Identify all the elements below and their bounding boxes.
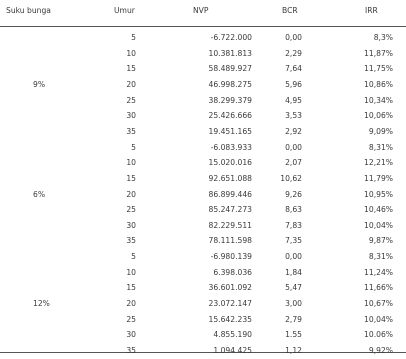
cell-bcr: 8,63	[285, 205, 302, 215]
cell-umur: 10	[126, 48, 136, 58]
cell-irr: 9,92%	[368, 346, 393, 355]
cell-bcr: 4,95	[285, 95, 302, 105]
header-suku-bunga: Suku bunga	[6, 6, 51, 15]
cell-umur: 20	[126, 299, 136, 309]
interest-rate-label: 9%	[33, 79, 46, 89]
cell-nvp: -6.722.000	[210, 33, 252, 42]
cell-irr: 10,67%	[364, 299, 393, 309]
cell-umur: 25	[126, 95, 136, 105]
cell-umur: 35	[126, 346, 136, 355]
cell-nvp: -6.980.139	[210, 252, 252, 262]
cell-bcr: 0,00	[285, 33, 302, 42]
cell-bcr: 3,53	[285, 111, 302, 121]
cell-umur: 10	[126, 267, 136, 277]
cell-bcr: 2,79	[285, 314, 302, 324]
cell-nvp: 1.094.425	[213, 346, 252, 355]
cell-bcr: 1.55	[285, 330, 302, 340]
cell-umur: 5	[131, 33, 136, 42]
cell-bcr: 9,26	[285, 189, 302, 199]
cell-irr: 8,31%	[368, 142, 393, 152]
cell-umur: 10	[126, 158, 136, 168]
cell-bcr: 7,64	[285, 64, 302, 74]
cell-umur: 25	[126, 314, 136, 324]
cell-irr: 9,87%	[368, 236, 393, 246]
cell-bcr: 7,35	[285, 236, 302, 246]
cell-irr: 11,79%	[364, 173, 393, 183]
cell-bcr: 1,12	[285, 346, 302, 355]
cell-irr: 10.06%	[364, 330, 393, 340]
cell-nvp: 25.426.666	[208, 111, 252, 121]
cell-nvp: 10.381.813	[208, 48, 252, 58]
cell-nvp: 38.299.379	[208, 95, 252, 105]
cell-nvp: 78.111.598	[208, 236, 252, 246]
cell-irr: 11,87%	[364, 48, 393, 58]
cell-umur: 15	[126, 64, 136, 74]
cell-irr: 11,24%	[364, 267, 393, 277]
cell-nvp: 15.642.235	[208, 314, 252, 324]
interest-rate-label: 6%	[33, 189, 46, 199]
cell-nvp: 92.651.088	[208, 173, 252, 183]
cell-bcr: 2,92	[285, 126, 302, 136]
cell-umur: 5	[131, 142, 136, 152]
cell-umur: 20	[126, 79, 136, 89]
cell-nvp: 6.398.036	[213, 267, 252, 277]
cell-bcr: 0,00	[285, 142, 302, 152]
cell-umur: 30	[126, 111, 136, 121]
cell-irr: 10,86%	[364, 79, 393, 89]
cell-irr: 10,34%	[364, 95, 393, 105]
cell-bcr: 5,47	[285, 283, 302, 293]
cell-umur: 30	[126, 330, 136, 340]
cell-irr: 8,3%	[373, 33, 393, 42]
cell-nvp: 23.072.147	[208, 299, 252, 309]
header-irr: IRR	[365, 6, 378, 15]
cell-irr: 11,75%	[364, 64, 393, 74]
cell-nvp: 19.451.165	[208, 126, 252, 136]
cell-bcr: 2,29	[285, 48, 302, 58]
cell-irr: 10,04%	[364, 220, 393, 230]
cell-umur: 20	[126, 189, 136, 199]
header-umur: Umur	[114, 6, 135, 15]
cell-irr: 11,66%	[364, 283, 393, 293]
cell-irr: 10,95%	[364, 189, 393, 199]
cell-bcr: 10,62	[280, 173, 302, 183]
cell-nvp: 4.855.190	[213, 330, 252, 340]
cell-nvp: 46.998.275	[208, 79, 252, 89]
cell-nvp: 58.489.927	[208, 64, 252, 74]
cell-umur: 25	[126, 205, 136, 215]
cell-nvp: 82.229.511	[208, 220, 252, 230]
cell-nvp: 86.899.446	[208, 189, 252, 199]
cell-nvp: 36.601.092	[208, 283, 252, 293]
cell-umur: 35	[126, 126, 136, 136]
cell-irr: 12,21%	[364, 158, 393, 168]
cell-umur: 30	[126, 220, 136, 230]
cell-nvp: 85.247.273	[208, 205, 252, 215]
cell-irr: 9,09%	[368, 126, 393, 136]
cell-irr: 8,31%	[368, 252, 393, 262]
table-header	[0, 0, 406, 25]
cell-bcr: 1,84	[285, 267, 302, 277]
cell-bcr: 5,96	[285, 79, 302, 89]
cell-umur: 35	[126, 236, 136, 246]
header-bcr: BCR	[282, 6, 298, 15]
cell-nvp: -6.083.933	[210, 142, 252, 152]
header-divider	[0, 26, 406, 27]
interest-rate-label: 12%	[33, 299, 50, 309]
header-nvp: NVP	[193, 6, 209, 15]
cell-bcr: 0,00	[285, 252, 302, 262]
cell-nvp: 15.020.016	[208, 158, 252, 168]
cell-umur: 15	[126, 173, 136, 183]
cell-irr: 10,46%	[364, 205, 393, 215]
cell-bcr: 3,00	[285, 299, 302, 309]
cell-irr: 10,04%	[364, 314, 393, 324]
cell-irr: 10,06%	[364, 111, 393, 121]
cell-umur: 15	[126, 283, 136, 293]
cell-bcr: 7,83	[285, 220, 302, 230]
cell-bcr: 2,07	[285, 158, 302, 168]
cell-umur: 5	[131, 252, 136, 262]
